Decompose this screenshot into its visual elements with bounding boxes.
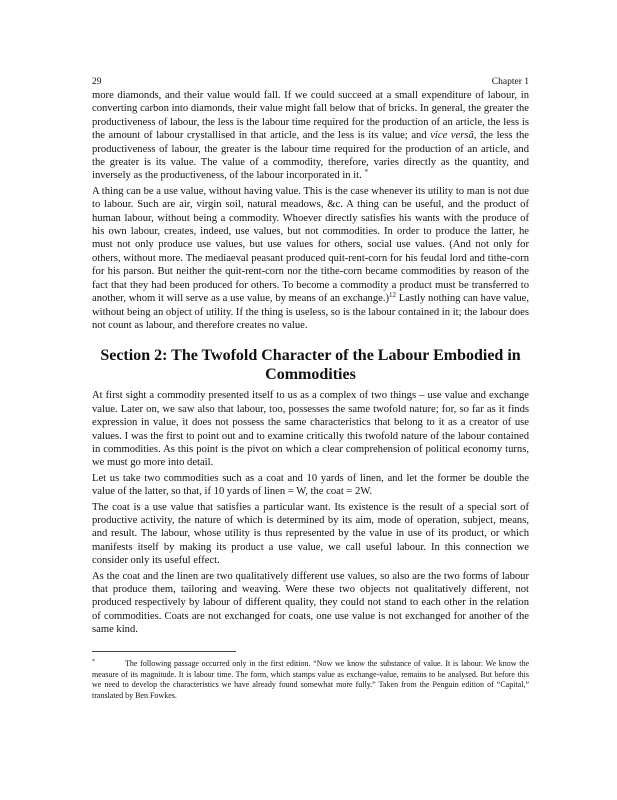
footnote-text: The following passage occurred only in the first edition. “Now we know the substance of value. It is labour. We know the measure of its magnitude. It is labour time. The form, which stamps value as exchange-value, remains to be analysed. But before this we need to develop the characteristics we have already found somewhat more fully.” Taken from the Penguin edition of “Capital,” translated by Ben Fowkes. bbox=[92, 659, 529, 700]
footnote-mark: * bbox=[92, 659, 95, 665]
paragraph-2: A thing can be a use value, without having value. This is the case whenever its utility to man is not due to labour. Such are air, virgin soil, natural meadows, &c. A thing can be useful, and the product of human labour, without being a commodity. Whoever directly satisfies his wants with the produce of his own labour, creates, indeed, use values, but not commodities. In order to produce the latter, he must not only produce use values, but use values for others, social use values. (And not only for others, without more. The mediaeval peasant produced quit-rent-corn for his feudal lord and tithe-corn for his parson. But neither the quit-rent-corn nor the tithe-corn became commodities by reason of the fact that they had been produced for others. To become a commodity a product must be transferred to another, whom it will serve as a use value, by means of an exchange.)$^{12}$ Lastly nothing can have value, without being an object of utility. If the thing is useless, so is the labour contained in it; the labour does not count as labour, and therefore creates no value. bbox=[92, 185, 529, 331]
italic-phrase: vice versâ bbox=[430, 130, 474, 142]
paragraph-6: As the coat and the linen are two qualitatively different use values, so also are the two forms of labour that produce them, tailoring and weaving. Were these two objects not qualitatively different, not produced respectively by labour of different quality, they could not stand to each other in the relation of commodities. Coats are not exchanged for coats, one use value is not exchanged for another of the same kind. bbox=[92, 570, 529, 636]
paragraph-1: more diamonds, and their value would fall. If we could succeed at a small expenditure of labour, in converting carbon into diamonds, their value might fall below that of bricks. In general, the greater the productiveness of labour, the less is the labour time required for the production of an article, the less is the amount of labour crystallised in that article, and the less is its value; and vice versâ, the less the productiveness of labour, the greater is the labour time required for the production of an article, and the greater is its value. The value of a commodity, therefore, varies directly as the quantity, and inversely as the productiveness, of the labour incorporated in it. * bbox=[92, 90, 530, 182]
section-heading: Section 2: The Twofold Character of the Labour Embodied in Commodities bbox=[100, 347, 521, 384]
footnote-reference[interactable]: * bbox=[364, 168, 368, 177]
footnote bbox=[92, 659, 529, 701]
page-number: 29 bbox=[92, 77, 102, 87]
paragraph-3: At first sight a commodity presented itself to us as a complex of two things – use value and exchange value. Later on, we saw also that labour, too, possesses the same twofold nature; for, so far as it finds expression in value, it does not possess the same characteristics that belong to it as a creator of use values. I was the first to point out and to examine critically this twofold nature of the labour contained in commodities. As this point is the pivot on which a clear comprehension of political economy turns, we must go more into detail. bbox=[92, 390, 529, 469]
paragraph-5: The coat is a use value that satisfies a particular want. Its existence is the result of a special sort of productive activity, the nature of which is determined by its aim, mode of operation, subject, means, and result. The labour, whose utility is thus represented by the value in use of its product, or which manifests itself by making its product a use value, we call useful labour. In this connection we consider only its useful effect. bbox=[92, 501, 529, 567]
endnote-reference[interactable]: 12 bbox=[389, 291, 397, 300]
body-text bbox=[92, 89, 529, 637]
footnote-divider bbox=[92, 651, 236, 652]
chapter-label: Chapter 1 bbox=[491, 77, 529, 87]
paragraph-4: Let us take two commodities such as a coat and 10 yards of linen, and let the former be double the value of the latter, so that, if 10 yards of linen = W, the coat = 2W. bbox=[92, 472, 529, 498]
